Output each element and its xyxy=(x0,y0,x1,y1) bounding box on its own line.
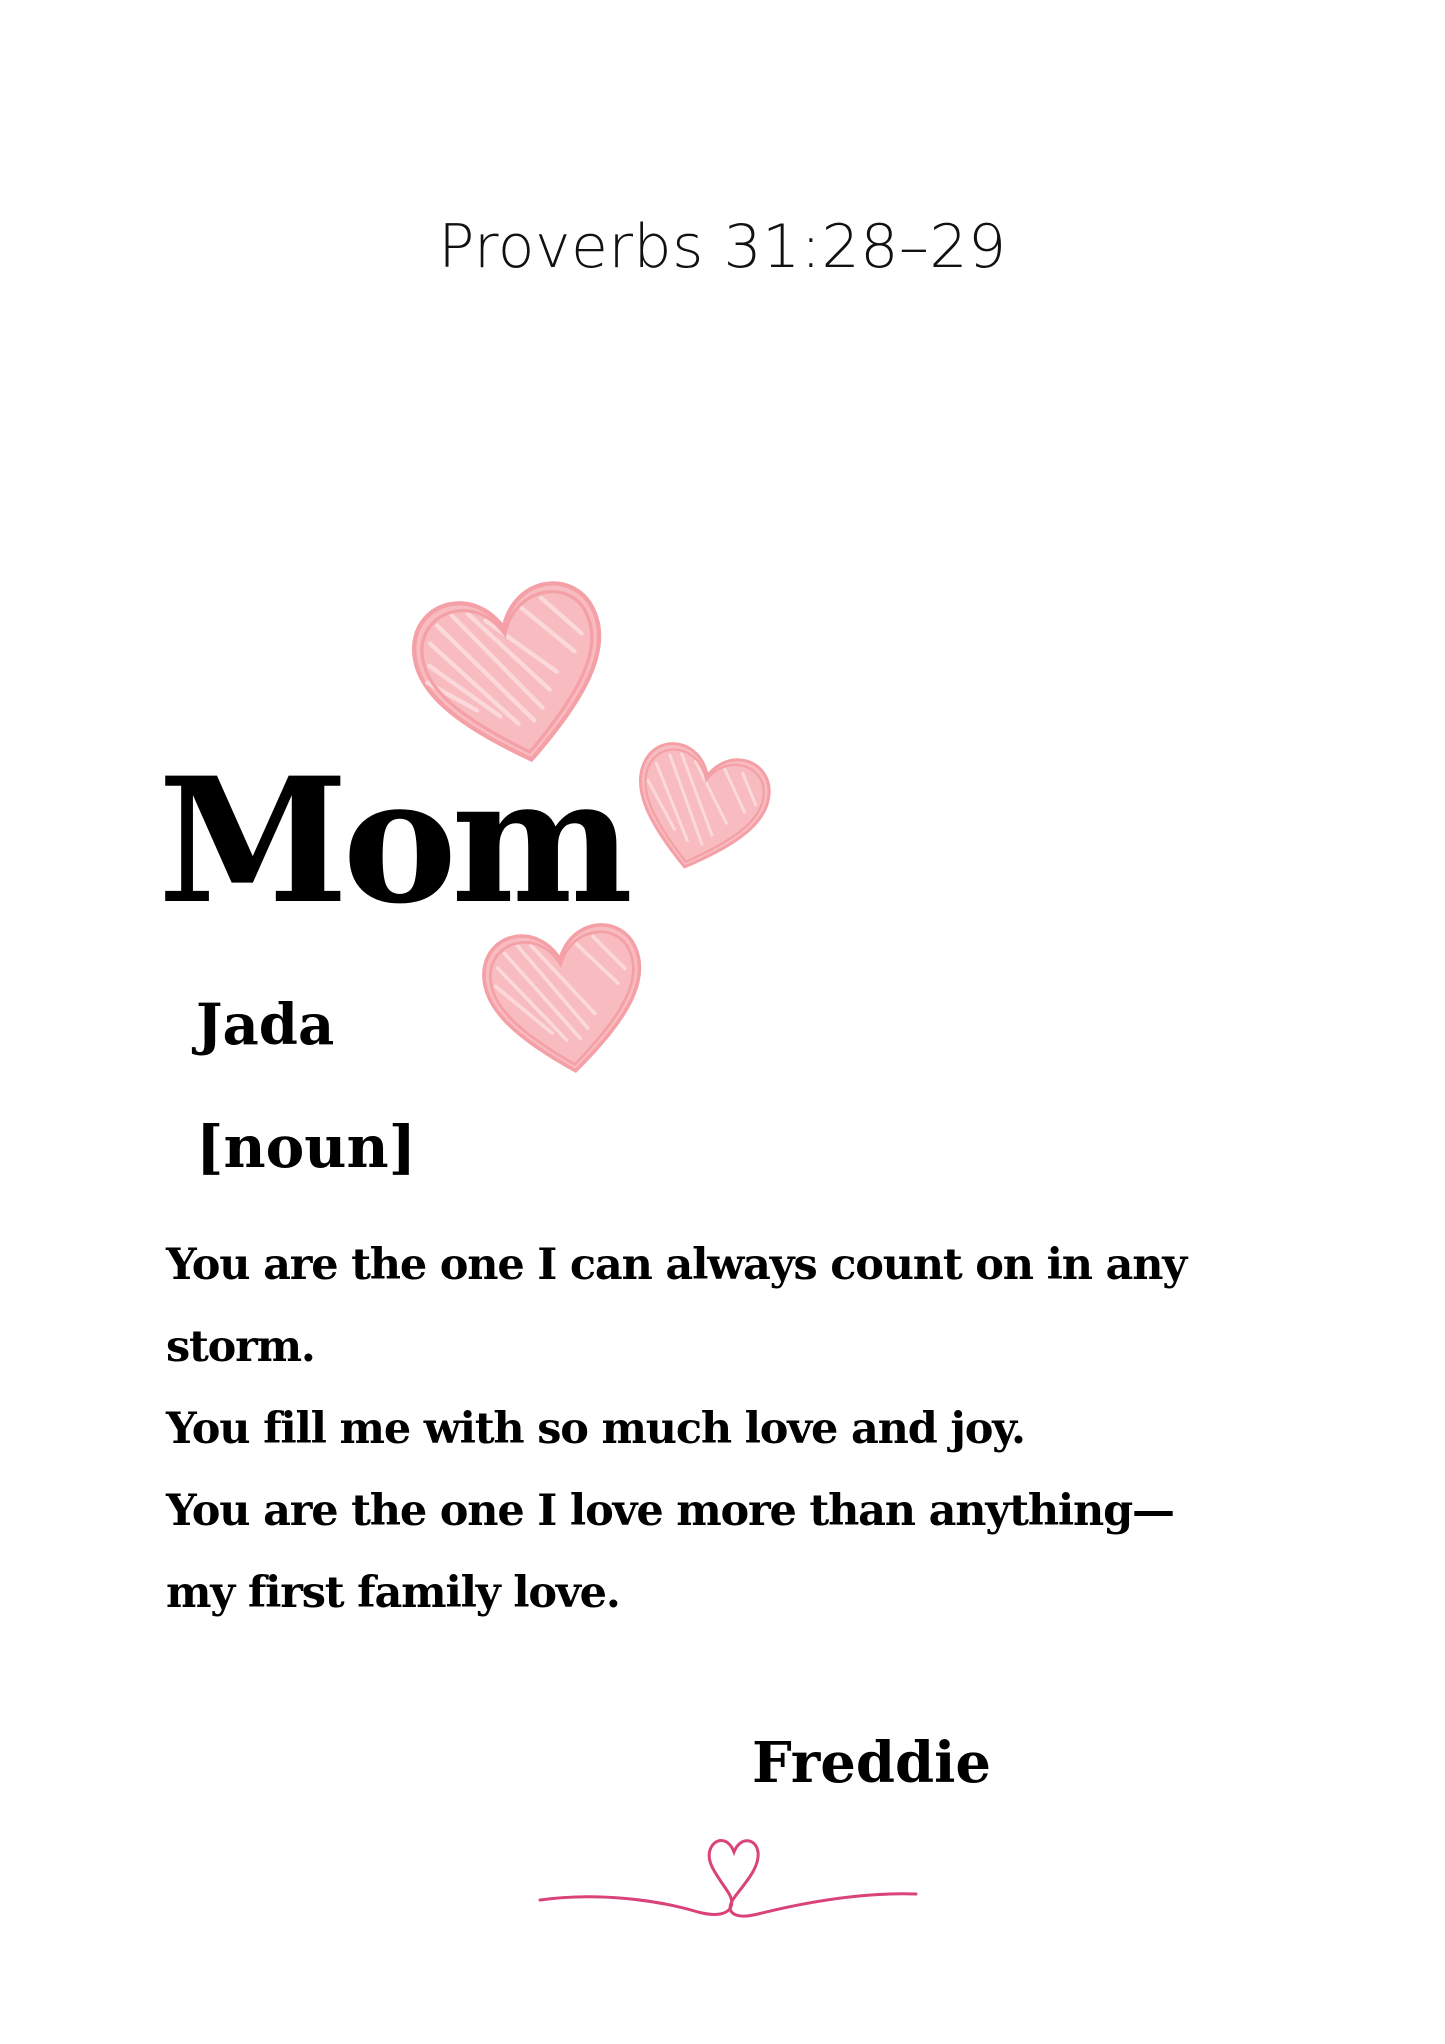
definition-line: my first family love. xyxy=(166,1568,620,1618)
definition-line: You are the one I can always count on in any xyxy=(166,1240,1187,1290)
definition-text xyxy=(166,1224,1187,1634)
entry-name: Jada xyxy=(196,992,335,1058)
signature-name: Freddie xyxy=(751,1730,992,1796)
heart-flourish-icon xyxy=(538,1822,918,1932)
definition-line: You fill me with so much love and joy. xyxy=(166,1404,1025,1454)
definition-line: storm. xyxy=(166,1322,315,1372)
definition-line: You are the one I love more than anything— xyxy=(166,1486,1174,1536)
verse-reference: Proverbs 31:28–29 xyxy=(438,212,1007,282)
part-of-speech: [noun] xyxy=(196,1113,417,1181)
entry-word: Mom xyxy=(158,739,628,942)
scribble-heart-icon xyxy=(615,730,785,880)
